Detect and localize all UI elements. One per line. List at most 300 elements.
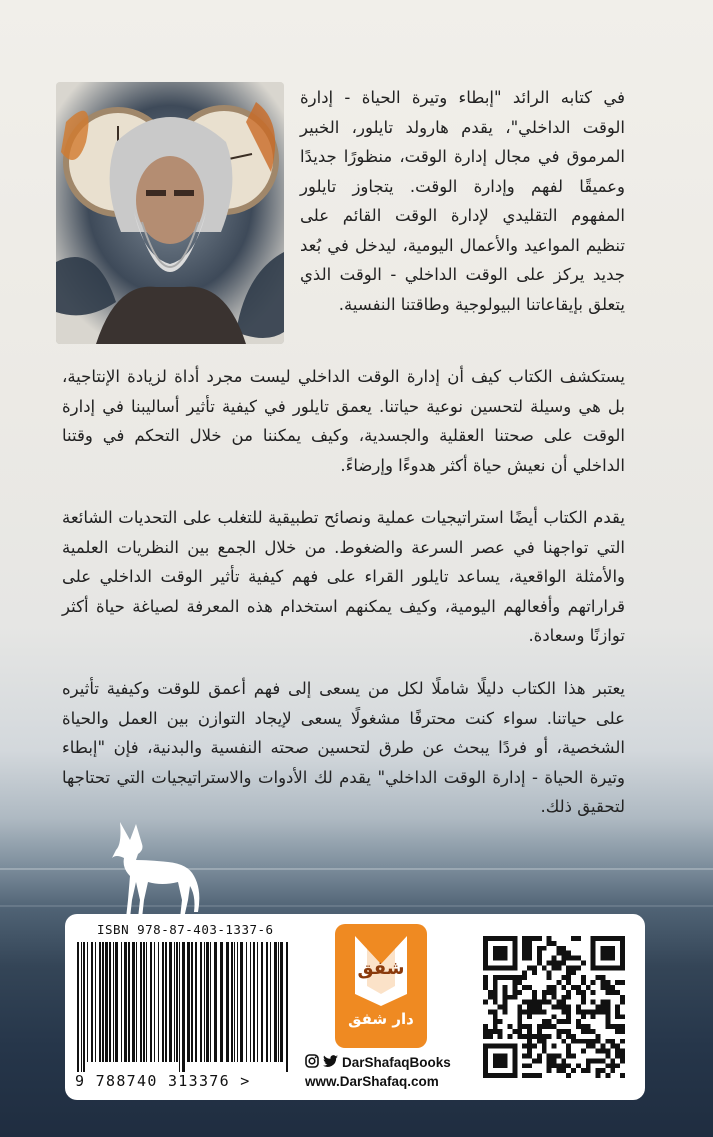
qr-module xyxy=(527,1005,532,1010)
fox-silhouette-icon xyxy=(98,820,208,920)
qr-module xyxy=(615,1054,620,1059)
qr-module xyxy=(547,941,552,946)
barcode-bar xyxy=(231,942,233,1062)
barcode-bar xyxy=(77,942,79,1072)
qr-module xyxy=(605,1063,610,1068)
qr-module xyxy=(512,980,517,985)
barcode-bar xyxy=(121,942,122,1062)
qr-module xyxy=(537,1029,542,1034)
qr-module xyxy=(581,1039,586,1044)
qr-module xyxy=(581,1014,586,1019)
paragraph-strategies: يقدم الكتاب أيضًا استراتيجيات عملية ونصائح تطبيقية للتغلب على التحديات الشائعة التي تواجهنا في عصر السرعة والضغوط. من خلال الجمع بين النظريات العلمية والأمثلة الواقعية، يساعد تايلور القراء على فهم كيفية تأثير الوقت الداخلي على قراراتهم وأفعالهم اليومية، وكيف يمكنهم استخدام هذه المعرفة لصياغة حياة أكثر توازنًا وسعادة. xyxy=(62,508,625,645)
qr-module xyxy=(556,1019,561,1024)
qr-module xyxy=(498,975,503,980)
qr-module xyxy=(571,1068,576,1073)
qr-module xyxy=(596,1068,601,1073)
barcode-bar xyxy=(234,942,235,1062)
barcode-bar xyxy=(179,942,180,1072)
qr-module xyxy=(537,1058,542,1063)
qr-module xyxy=(522,1063,527,1068)
qr-module xyxy=(556,1005,561,1010)
qr-module xyxy=(552,990,557,995)
qr-module xyxy=(610,1044,615,1049)
barcode-bar xyxy=(169,942,172,1062)
qr-module xyxy=(620,995,625,1000)
barcode-bar xyxy=(204,942,205,1062)
qr-module xyxy=(547,990,552,995)
barcode-bar xyxy=(220,942,223,1062)
barcode-bar xyxy=(274,942,277,1062)
qr-module xyxy=(532,990,537,995)
barcode-bar xyxy=(182,942,185,1072)
qr-module xyxy=(571,1034,576,1039)
qr-module xyxy=(522,1024,527,1029)
qr-module xyxy=(532,1034,537,1039)
qr-module xyxy=(556,1054,561,1059)
qr-module xyxy=(566,1029,571,1034)
social-handle-row xyxy=(305,1054,475,1071)
barcode-bar xyxy=(128,942,130,1062)
qr-module xyxy=(556,980,561,985)
qr-module xyxy=(601,1005,606,1010)
barcode-bar xyxy=(143,942,145,1062)
qr-module xyxy=(537,1054,542,1059)
qr-module xyxy=(601,1058,606,1063)
qr-module xyxy=(537,951,542,956)
qr-module xyxy=(552,995,557,1000)
qr-module xyxy=(517,1005,522,1010)
qr-module xyxy=(493,995,498,1000)
qr-module xyxy=(615,1029,620,1034)
qr-module xyxy=(620,1039,625,1044)
qr-module xyxy=(566,1019,571,1024)
qr-module xyxy=(605,985,610,990)
barcode-bar xyxy=(206,942,209,1062)
qr-module xyxy=(566,956,571,961)
qr-module xyxy=(566,1009,571,1014)
qr-module xyxy=(591,1044,596,1049)
qr-module xyxy=(537,936,542,941)
qr-module xyxy=(620,1049,625,1054)
qr-module xyxy=(527,1024,532,1029)
qr-module xyxy=(581,990,586,995)
barcode-bar xyxy=(132,942,135,1062)
website-link[interactable]: www.DarShafaq.com xyxy=(305,1074,439,1089)
barcode-bar xyxy=(270,942,271,1062)
qr-module xyxy=(566,995,571,1000)
qr-module xyxy=(517,1029,522,1034)
qr-module xyxy=(493,1000,498,1005)
qr-module xyxy=(498,1029,503,1034)
qr-module xyxy=(537,956,542,961)
qr-module xyxy=(527,1044,532,1049)
qr-module xyxy=(586,1029,591,1034)
qr-module xyxy=(581,1000,586,1005)
qr-module xyxy=(493,990,498,995)
qr-module xyxy=(610,1058,615,1063)
qr-module xyxy=(601,1049,606,1054)
qr-module xyxy=(601,1068,606,1073)
barcode-bar xyxy=(146,942,147,1062)
qr-module xyxy=(488,990,493,995)
qr-module xyxy=(503,985,508,990)
barcode-bar xyxy=(253,942,255,1062)
qr-module xyxy=(537,1024,542,1029)
qr-module xyxy=(527,1034,532,1039)
qr-module xyxy=(517,1014,522,1019)
qr-module xyxy=(591,1000,596,1005)
qr-module xyxy=(503,1009,508,1014)
qr-module xyxy=(586,985,591,990)
qr-module xyxy=(493,985,498,990)
qr-module xyxy=(493,980,498,985)
qr-module xyxy=(537,946,542,951)
qr-module xyxy=(512,1029,517,1034)
qr-module xyxy=(532,1044,537,1049)
qr-module xyxy=(601,985,606,990)
qr-module xyxy=(552,1005,557,1010)
barcode-bar xyxy=(87,942,88,1062)
qr-module xyxy=(561,1068,566,1073)
qr-module xyxy=(566,1034,571,1039)
qr-module xyxy=(532,1000,537,1005)
qr-module xyxy=(527,1014,532,1019)
qr-module xyxy=(532,936,537,941)
qr-module xyxy=(576,1039,581,1044)
qr-module xyxy=(566,980,571,985)
barcode-bar xyxy=(115,942,118,1062)
qr-module xyxy=(552,1024,557,1029)
qr-module xyxy=(547,1000,552,1005)
qr-module xyxy=(552,960,557,965)
qr-module xyxy=(542,995,547,1000)
qr-module xyxy=(537,960,542,965)
qr-module xyxy=(503,975,508,980)
qr-module xyxy=(605,1024,610,1029)
barcode-bar xyxy=(124,942,127,1062)
qr-module xyxy=(566,975,571,980)
qr-module xyxy=(591,1014,596,1019)
qr-module xyxy=(556,1034,561,1039)
author-portrait-illustration xyxy=(56,82,284,344)
qr-module xyxy=(566,965,571,970)
qr-module xyxy=(517,990,522,995)
qr-module xyxy=(507,975,512,980)
social-handle[interactable]: DarShafaqBooks xyxy=(342,1055,451,1070)
qr-module xyxy=(547,1068,552,1073)
qr-module xyxy=(547,1058,552,1063)
qr-module xyxy=(610,1039,615,1044)
qr-module xyxy=(512,975,517,980)
qr-module xyxy=(571,1054,576,1059)
qr-module xyxy=(596,1005,601,1010)
qr-module xyxy=(527,1063,532,1068)
qr-module xyxy=(542,1000,547,1005)
qr-module xyxy=(561,1063,566,1068)
qr-module xyxy=(527,965,532,970)
qr-module xyxy=(488,1029,493,1034)
qr-module xyxy=(517,1034,522,1039)
qr-module xyxy=(605,1005,610,1010)
qr-module xyxy=(571,970,576,975)
qr-module xyxy=(522,946,527,951)
barcode-bar xyxy=(278,942,279,1062)
qr-module xyxy=(527,941,532,946)
qr-module xyxy=(596,1058,601,1063)
qr-module xyxy=(610,1024,615,1029)
qr-module xyxy=(542,1024,547,1029)
barcode-bar xyxy=(250,942,251,1062)
qr-module xyxy=(483,1029,488,1034)
qr-module xyxy=(556,1000,561,1005)
qr-module xyxy=(522,951,527,956)
qr-module xyxy=(586,1068,591,1073)
qr-module xyxy=(493,1019,498,1024)
qr-module xyxy=(527,1039,532,1044)
qr-module xyxy=(620,1000,625,1005)
qr-module xyxy=(615,1009,620,1014)
qr-module xyxy=(483,1024,488,1029)
logo-glyph: شفق xyxy=(357,958,405,979)
qr-module xyxy=(517,980,522,985)
qr-module xyxy=(601,1044,606,1049)
qr-finder xyxy=(493,1054,508,1069)
qr-module xyxy=(547,960,552,965)
qr-module xyxy=(576,990,581,995)
qr-module xyxy=(552,1044,557,1049)
qr-module xyxy=(591,980,596,985)
qr-module xyxy=(537,1073,542,1078)
qr-module xyxy=(561,1005,566,1010)
qr-module xyxy=(566,1054,571,1059)
qr-module xyxy=(605,980,610,985)
qr-module xyxy=(601,975,606,980)
qr-module xyxy=(532,1005,537,1010)
qr-module xyxy=(561,1019,566,1024)
qr-module xyxy=(586,1024,591,1029)
qr-module xyxy=(532,1009,537,1014)
qr-module xyxy=(483,1034,488,1039)
qr-module xyxy=(561,995,566,1000)
barcode-bar xyxy=(240,942,243,1062)
qr-module xyxy=(498,1019,503,1024)
qr-module xyxy=(503,995,508,1000)
qr-module xyxy=(571,965,576,970)
qr-module xyxy=(620,1073,625,1078)
qr-module xyxy=(556,1068,561,1073)
qr-module xyxy=(483,985,488,990)
qr-module xyxy=(527,956,532,961)
qr-module xyxy=(498,1005,503,1010)
publisher-logo xyxy=(335,924,427,1048)
qr-module xyxy=(542,965,547,970)
qr-module xyxy=(527,1073,532,1078)
barcode-bar xyxy=(200,942,202,1062)
qr-module xyxy=(576,956,581,961)
qr-module xyxy=(566,1063,571,1068)
twitter-icon xyxy=(323,1055,338,1071)
qr-module xyxy=(517,1024,522,1029)
barcode-bar xyxy=(174,942,175,1062)
qr-module xyxy=(620,980,625,985)
qr-module xyxy=(552,956,557,961)
qr-module xyxy=(527,1000,532,1005)
barcode-bar xyxy=(91,942,93,1062)
qr-module xyxy=(571,956,576,961)
qr-module xyxy=(610,1068,615,1073)
qr-module xyxy=(483,1000,488,1005)
qr-module xyxy=(493,1029,498,1034)
qr-module xyxy=(547,975,552,980)
qr-module xyxy=(507,1034,512,1039)
qr-module xyxy=(566,951,571,956)
qr-module xyxy=(556,965,561,970)
qr-module xyxy=(581,980,586,985)
qr-module xyxy=(547,1034,552,1039)
qr-module xyxy=(522,1009,527,1014)
paragraph-guide: يعتبر هذا الكتاب دليلًا شاملًا لكل من يسعى إلى فهم أعمق للوقت وكيفية تأثيره على حياتنا. سواء كنت محترفًا مشغولًا يسعى لإيجاد التوازن بين العمل والحياة الشخصية، أو فردًا يبحث عن طرق لتحسين صحته النفسية والبدنية، فإن "إبطاء وتيرة الحياة - إدارة الوقت الداخلي" يقدم لك الأدوات والاستراتيجيات التي تحتاجها لتحقيق ذلك. xyxy=(62,679,625,816)
qr-module xyxy=(581,975,586,980)
qr-module xyxy=(542,1044,547,1049)
qr-module xyxy=(522,956,527,961)
barcode-bar xyxy=(105,942,108,1062)
qr-module xyxy=(596,1034,601,1039)
qr-module xyxy=(571,985,576,990)
qr-module xyxy=(620,1014,625,1019)
qr-module xyxy=(581,995,586,1000)
qr-module xyxy=(605,1009,610,1014)
qr-module xyxy=(552,985,557,990)
qr-module xyxy=(552,941,557,946)
barcode-bar xyxy=(237,942,238,1062)
qr-module xyxy=(610,985,615,990)
qr-module xyxy=(620,1058,625,1063)
qr-module xyxy=(576,965,581,970)
qr-module xyxy=(493,1024,498,1029)
qr-module xyxy=(620,1029,625,1034)
qr-module xyxy=(542,1019,547,1024)
qr-code[interactable] xyxy=(483,936,625,1078)
qr-module xyxy=(537,1034,542,1039)
barcode-bar xyxy=(158,942,159,1062)
qr-module xyxy=(537,1000,542,1005)
qr-module xyxy=(576,985,581,990)
qr-module xyxy=(566,1044,571,1049)
qr-module xyxy=(615,990,620,995)
barcode-bar xyxy=(261,942,263,1062)
barcode-bar xyxy=(187,942,190,1062)
qr-module xyxy=(527,985,532,990)
qr-module xyxy=(532,995,537,1000)
qr-module xyxy=(517,1009,522,1014)
qr-module xyxy=(552,1058,557,1063)
qr-module xyxy=(527,936,532,941)
qr-module xyxy=(576,1063,581,1068)
qr-module xyxy=(493,1009,498,1014)
barcode-bar xyxy=(176,942,178,1062)
barcode-bar xyxy=(150,942,152,1062)
qr-module xyxy=(483,980,488,985)
qr-module xyxy=(542,1049,547,1054)
qr-module xyxy=(566,990,571,995)
qr-module xyxy=(493,975,498,980)
qr-module xyxy=(547,936,552,941)
qr-module xyxy=(581,1068,586,1073)
qr-module xyxy=(581,1024,586,1029)
qr-module xyxy=(507,995,512,1000)
qr-module xyxy=(537,1039,542,1044)
barcode-bar xyxy=(226,942,229,1062)
qr-module xyxy=(561,946,566,951)
qr-module xyxy=(512,985,517,990)
barcode-digits: 9 788740 313376 > xyxy=(75,1072,251,1090)
qr-module xyxy=(615,1024,620,1029)
qr-module xyxy=(596,1049,601,1054)
qr-module xyxy=(561,1058,566,1063)
qr-module xyxy=(556,951,561,956)
qr-module xyxy=(512,990,517,995)
barcode-bar xyxy=(113,942,114,1062)
qr-module xyxy=(605,1054,610,1059)
qr-module xyxy=(586,1058,591,1063)
qr-module xyxy=(615,1049,620,1054)
qr-module xyxy=(517,1019,522,1024)
qr-module xyxy=(522,1000,527,1005)
qr-module xyxy=(591,1039,596,1044)
paragraph-explore: يستكشف الكتاب كيف أن إدارة الوقت الداخلي ليست مجرد أداة لزيادة الإنتاجية، بل هي وسيلة لتحسين نوعية حياتنا. يعمق تايلور في كيفية تأثير أساليبنا في إدارة الوقت على صحتنا العقلية والجسدية، وكيف يمكننا من خلال التحكم في وقتنا الداخلي أن نعيش حياة أكثر هدوءًا وإرضاءً. xyxy=(62,367,625,475)
qr-module xyxy=(537,1005,542,1010)
qr-module xyxy=(527,1009,532,1014)
qr-module xyxy=(561,951,566,956)
qr-module xyxy=(488,995,493,1000)
isbn-label: ISBN 978-87-403-1337-6 xyxy=(97,922,274,937)
qr-module xyxy=(542,990,547,995)
qr-module xyxy=(576,936,581,941)
qr-module xyxy=(532,1073,537,1078)
qr-module xyxy=(532,970,537,975)
barcode-bar xyxy=(99,942,101,1062)
barcode-bar xyxy=(246,942,247,1062)
qr-module xyxy=(547,1024,552,1029)
barcode-bar xyxy=(154,942,155,1062)
barcode-bar xyxy=(210,942,211,1062)
isbn-barcode xyxy=(73,942,291,1072)
qr-module xyxy=(591,990,596,995)
qr-module xyxy=(542,1034,547,1039)
qr-module xyxy=(507,1024,512,1029)
qr-module xyxy=(601,1009,606,1014)
qr-module xyxy=(615,1005,620,1010)
publisher-name: دار شفق xyxy=(348,1010,414,1028)
qr-module xyxy=(605,1039,610,1044)
qr-module xyxy=(596,1009,601,1014)
barcode-bar xyxy=(266,942,268,1062)
qr-module xyxy=(556,960,561,965)
qr-module xyxy=(542,946,547,951)
qr-module xyxy=(498,1034,503,1039)
qr-module xyxy=(581,1029,586,1034)
qr-module xyxy=(556,1063,561,1068)
qr-module xyxy=(556,946,561,951)
qr-module xyxy=(566,1014,571,1019)
qr-module xyxy=(571,936,576,941)
qr-module xyxy=(561,975,566,980)
barcode-bar xyxy=(191,942,193,1062)
barcode-panel xyxy=(65,914,645,1100)
qr-module xyxy=(527,951,532,956)
qr-module xyxy=(591,1029,596,1034)
qr-module xyxy=(522,975,527,980)
